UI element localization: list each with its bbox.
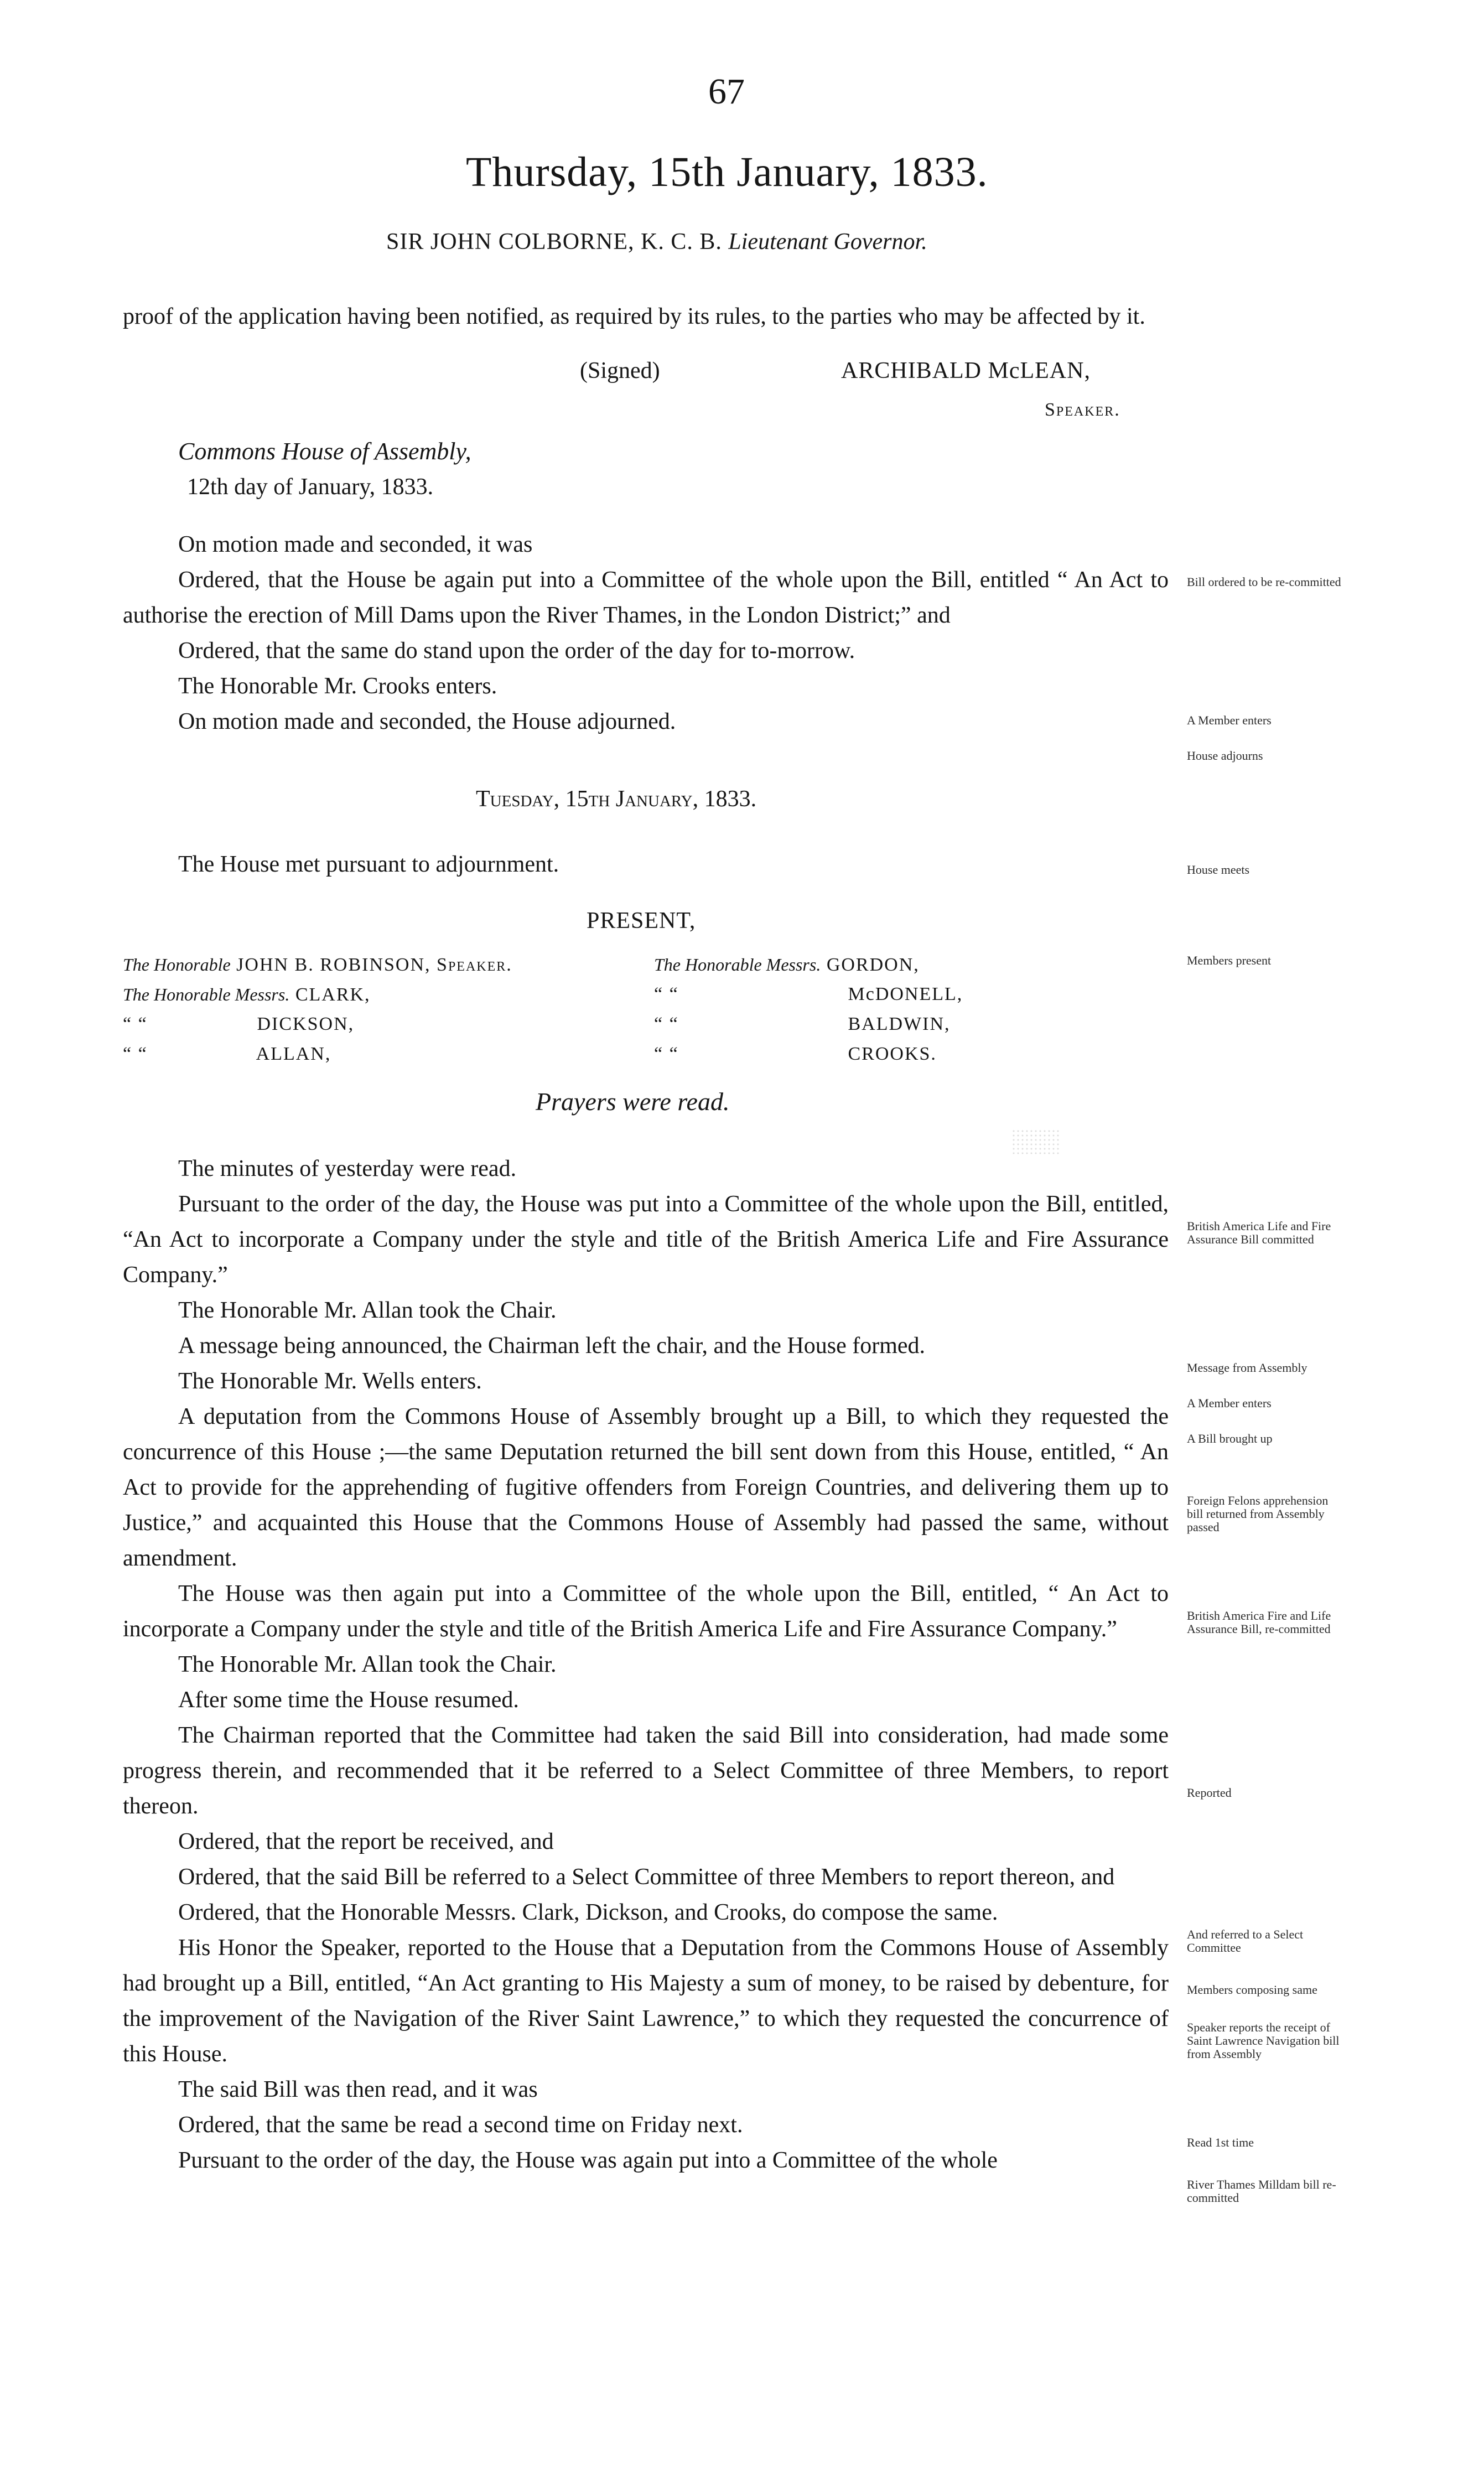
governor-office: Lieutenant Governor. [728,229,927,255]
prayers-line: Prayers were read. [536,1087,730,1116]
margin-note-b-5: A Bill brought up [1187,1432,1273,1445]
section-b [123,1151,1169,2178]
paragraph-b-4: The Honorable Mr. Wells enters. [178,1368,482,1394]
paragraph-b-15: Ordered, that the same be read a second time on Friday next. [178,2112,743,2138]
paragraph-b-0: The minutes of yesterday were read. [178,1156,517,1181]
paragraph-b-2: The Honorable Mr. Allan took the Chair. [178,1298,557,1323]
margin-note-members-present: Members present [1187,953,1272,967]
paragraph-b-5: A deputation from the Commons House of Assembly brought up a Bill, to which they requested the concurrence of this House ;—the same Deputation returned the bill sent down from this House, entitled, “ An Act to provide for the apprehending of fugitive offenders from Foreign Countries, and delivering them up to Justice,” and acquainted this House that the Commons House of Assembly had passed the same, without amendment. [123,1404,1169,1571]
member-left-2: “ “ DICKSON, [123,1014,355,1034]
margin-note-b-4: A Member enters [1187,1396,1272,1410]
assembly-place: Commons House of Assembly, [178,438,471,465]
paragraph-a-4: On motion made and seconded, the House adjourned. [178,709,676,734]
margin-note-b-11: And referred to a Select Committee [1187,1927,1304,1955]
present-heading: PRESENT, [587,908,696,934]
paragraph-b-8: After some time the House resumed. [178,1687,519,1713]
paragraph-b-7: The Honorable Mr. Allan took the Chair. [178,1652,557,1677]
page-title: Thursday, 15th January, 1833. [466,149,988,195]
margin-note-b-1: British America Life and Fire Assurance Bill committed [1187,1219,1331,1246]
page-subtitle [386,229,927,255]
member-left-1: The Honorable Messrs. CLARK, [123,984,371,1005]
section-a [123,527,1169,739]
page-number: 67 [708,71,745,112]
paragraph-a-0: On motion made and seconded, it was [178,532,533,557]
paragraph-a-3: The Honorable Mr. Crooks enters. [178,673,497,699]
margin-note-a-4: House adjourns [1187,749,1263,763]
member-left-3: “ “ ALLAN, [123,1044,331,1064]
margin-note-b-12: Members composing same [1187,1983,1317,1997]
margin-note-b-13: Speaker reports the receipt of Saint Lawrence Navigation bill from Assembly [1187,2020,1340,2061]
paragraph-a-1: Ordered, that the House be again put into a Committee of the whole upon the Bill, entitled “ An Act to authorise the erection of Mill Dams upon the River Thames, in the London District;” and [123,567,1169,628]
margin-note-b-3: Message from Assembly [1187,1361,1307,1375]
opening-paragraph: proof of the application having been notified, as required by its rules, to the parties who may be affected by it. [123,304,1145,329]
member-right-0: The Honorable Messrs. GORDON, [654,955,920,975]
paragraph-b-10: Ordered, that the report be received, and [178,1829,554,1854]
member-right-1: “ “ McDONELL, [654,984,963,1004]
margin-note-foreign-felons: Foreign Felons apprehension bill returned from Assembly passed [1187,1494,1329,1534]
member-right-2: “ “ BALDWIN, [654,1014,951,1034]
margin-note-b-9: Reported [1187,1786,1232,1800]
house-met-block [123,847,1169,882]
paragraph-b-11: Ordered, that the said Bill be referred to a Select Committee of three Members to report thereon, and [178,1864,1115,1890]
signer-name: ARCHIBALD McLEAN, [841,358,1091,383]
margin-note-house-meets: House meets [1187,863,1250,877]
paragraph-b-1: Pursuant to the order of the day, the House was put into a Committee of the whole upon the Bill, entitled, “An Act to incorporate a Company under the style and title of the British America Life and Fire Assurance Company.” [123,1191,1169,1288]
paragraph-b-6: The House was then again put into a Committee of the whole upon the Bill, entitled, “ An Act to incorporate a Company under the style and title of the British America Life and Fire Assurance Company.” [123,1581,1169,1642]
paragraph-a-2: Ordered, that the same do stand upon the order of the day for to-morrow. [178,638,855,663]
member-left-0: The Honorable JOHN B. ROBINSON, Speaker. [123,955,512,975]
paragraph-b-14: The said Bill was then read, and it was [178,2077,538,2102]
assembly-date: 12th day of January, 1833. [187,474,434,500]
signer-title: Speaker. [1045,400,1120,420]
session-date: Tuesday, 15th January, 1833. [476,786,757,812]
governor-name: SIR JOHN COLBORNE, K. C. B. [386,229,722,255]
opening-paragraph-block [123,299,1169,334]
paragraph-b-16: Pursuant to the order of the day, the House was again put into a Committee of the whole [178,2148,998,2173]
margin-note-a-3: A Member enters [1187,713,1272,727]
paragraph-b-9: The Chairman reported that the Committee had taken the said Bill into consideration, had made some progress therein, and recommended that it be referred to a Select Committee of three Members, to report thereon. [123,1723,1169,1819]
margin-note-b-16: River Thames Milldam bill re-committed [1187,2178,1336,2205]
margin-note-b-6: British America Fire and Life Assurance Bill, re-committed [1187,1609,1331,1636]
paragraph-b-13: His Honor the Speaker, reported to the House that a Deputation from the Commons House of Assembly had brought up a Bill, entitled, “An Act granting to His Majesty a sum of money, to be raised by debenture, for the improvement of the Navigation of the River Saint Lawrence,” to which they requested the concurrence of this House. [123,1935,1169,2067]
margin-note-a-1: Bill ordered to be re-committed [1187,575,1341,589]
member-right-3: “ “ CROOKS. [654,1044,937,1064]
paragraph-b-12: Ordered, that the Honorable Messrs. Clark, Dickson, and Crooks, do compose the same. [178,1900,998,1925]
paragraph-b-3: A message being announced, the Chairman left the chair, and the House formed. [178,1333,926,1359]
signed-label: (Signed) [580,358,660,383]
house-met: The House met pursuant to adjournment. [178,852,559,877]
margin-note-b-14: Read 1st time [1187,2135,1254,2149]
